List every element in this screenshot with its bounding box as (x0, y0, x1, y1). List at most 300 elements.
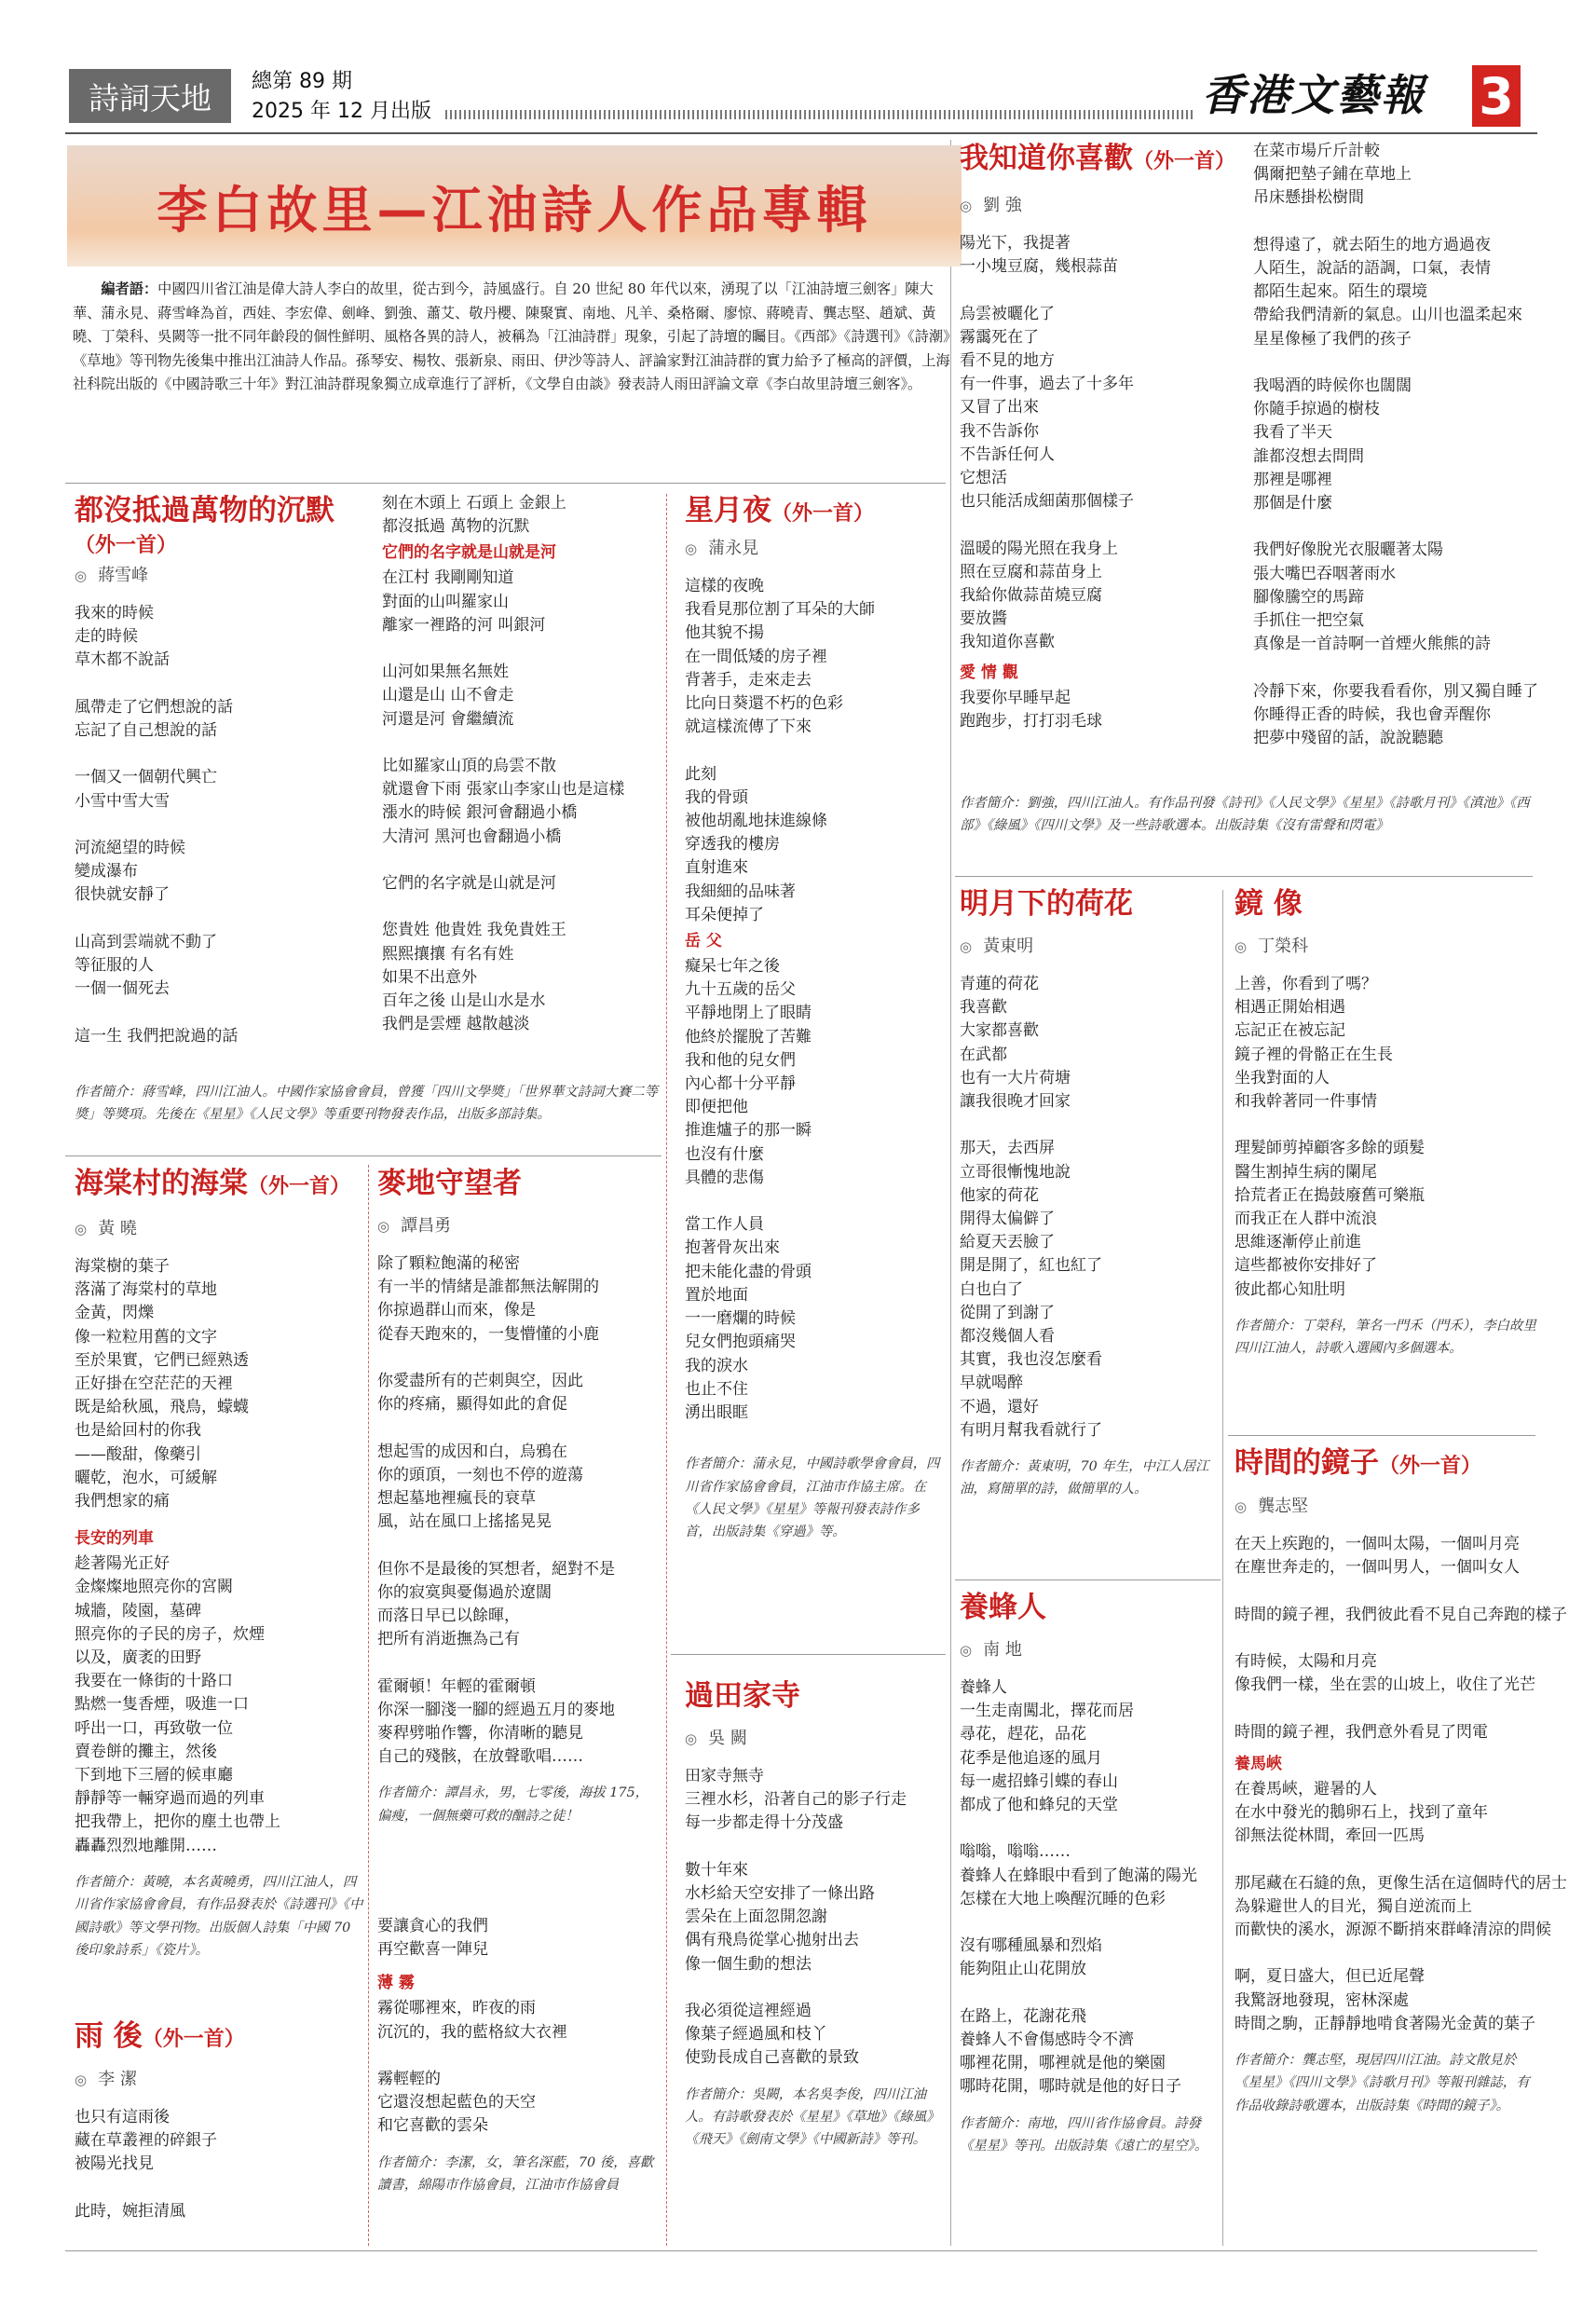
poem-line: 大清河 黑河也會翻過小橋 (382, 827, 562, 846)
poem-title: 明月下的荷花 (960, 887, 1133, 921)
poem-line: 我喜歡 (960, 998, 1007, 1018)
poem-line: 也止不住 (685, 1379, 748, 1399)
poem-line: 你愛盡所有的芒刺與空，因此 (377, 1372, 583, 1391)
issue-info (252, 67, 431, 127)
poem-line (377, 1534, 662, 1557)
poem-line: 山還是山 山不會走 (382, 686, 514, 705)
poem-line: 藏在草叢裡的碎銀子 (75, 2131, 217, 2151)
poem-line (75, 908, 373, 931)
poem-line: 從春天跑來的，一隻懵懂的小鹿 (377, 1324, 599, 1344)
section-rule (671, 1654, 946, 1655)
poem-line: 大家都喜歡 (960, 1021, 1039, 1041)
poem-line: 偶有飛鳥從掌心拋射出去 (685, 1931, 859, 1950)
author-bio: 作者簡介：蔣雪峰，四川江油人。中國作家協會會員，曾獲「四川文學獎」「世界華文詩詞大賽二等獎」等獎項。先後在《星星》《人民文學》等重要刊物發表作品，出版多部詩集。 (75, 1085, 658, 1123)
poem-line: 霧從哪裡來，昨夜的雨 (377, 1999, 536, 2018)
poem-line: 這一生 我們把說過的話 (75, 1026, 239, 1046)
poem-lines (75, 2106, 363, 2223)
poem-line: 一個又一個朝代興亡 (75, 768, 217, 787)
poem-block (960, 1589, 1221, 2246)
poem-lines (960, 687, 1225, 733)
poem-line: 坐我對面的人 (1235, 1068, 1330, 1087)
poem-line: 帶給我們清新的氣息。山川也溫柔起來 (1253, 306, 1522, 325)
poem-line: 星星像極了我們的孩子 (1253, 329, 1412, 349)
poem-line: 此刻 (685, 764, 716, 784)
poem-line: 那天，去西屏 (960, 1139, 1055, 1158)
poem-line: 那尾藏在石縫的魚，更像生活在這個時代的居士 (1235, 1873, 1567, 1893)
poem-author: ◎ 黃東明 (960, 934, 1221, 960)
poem-lines (685, 1765, 946, 2071)
poem-line: 也只有這雨後 (75, 2108, 170, 2126)
poem-line: 點燃一隻香煙，吸進一口 (75, 1695, 249, 1715)
poem-line: 誰都沒想去問問 (1253, 446, 1364, 466)
banner-title: 李白故里—江油詩人作品專輯 (157, 180, 872, 239)
poem-lines (960, 1676, 1221, 2099)
author-bio: 作者簡介：南地，四川省作協會員。詩發《星星》等刊。出版詩集《遠亡的星空》。 (960, 2115, 1208, 2154)
poem-author: ◎ 譚昌勇 (377, 1213, 662, 1239)
poem-line: 把夢中殘留的話，說說聽聽 (1253, 729, 1443, 748)
poem-author: ◎ 丁榮科 (1235, 934, 1537, 960)
poem-title: 我知道你喜歡（外一首） (960, 142, 1236, 175)
poem-line: 我喝酒的時候你也闊闊 (1253, 376, 1412, 396)
poem-line: 使勁長成自己喜歡的景致 (685, 2048, 859, 2068)
poem-line: 兒女們抱頭痛哭 (685, 1333, 796, 1352)
poem-lines (377, 1915, 662, 1962)
poem-title: 養馬峽 (1235, 1754, 1282, 1773)
poem-block (1235, 885, 1537, 1430)
poem-line: 內心都十分平靜 (685, 1074, 796, 1094)
poem-line (960, 1911, 1221, 1935)
poem-line: 你睡得正香的時候，我也會弄醒你 (1253, 704, 1491, 724)
poem-line: 照亮你的子民的房子，炊煙 (75, 1624, 265, 1644)
poem-line: 數十年來 (685, 1860, 748, 1880)
poem-line (1253, 515, 1537, 539)
author-bio: 作者簡介：劉強，四川江油人。有作品刊發《詩刊》《人民文學》《星星》《詩歌月刊》《滇池》《西部》《綠風》《四川文學》及一些詩歌選本。出版詩集《沒有雷聲和閃電》 (960, 796, 1530, 834)
poem-line: 那個是什麼 (1253, 494, 1332, 513)
poem-line: 它還沒想起藍色的天空 (377, 2093, 536, 2113)
poem-line: 哪時花開，哪時就是他的好日子 (960, 2077, 1181, 2097)
poem-line: 腳像騰空的馬蹄 (1253, 587, 1364, 607)
poem-author: ◎ 李 潔 (75, 2067, 363, 2093)
poem-line: 開是開了，紅也紅了 (960, 1256, 1102, 1276)
poem-line (1235, 1848, 1537, 1871)
author-bio: 作者簡介：蒲永見，中國詩歌學會會員，四川省作家協會會員，江油市作協主席。在《人民文學》《星星》等報刊發表詩作多首，出版詩集《穿過》等。 (685, 1456, 940, 1540)
poem-line: 養蜂人 (960, 1678, 1007, 1697)
poem-line: 像一粒粒用舊的文字 (75, 1327, 217, 1347)
poem-line: 每一步都走得十分茂盛 (685, 1813, 843, 1833)
poem-line (75, 814, 373, 837)
poem-line: 為躲避世人的目光，獨自逆流而上 (1235, 1896, 1472, 1916)
poem-line: 想得遠了，就去陌生的地方過過夜 (1253, 235, 1491, 254)
poem-line: 從開了到謝了 (960, 1303, 1055, 1322)
issue-date: 2025 年 12 月出版 (252, 100, 431, 123)
intro-label: 編者語： (101, 280, 158, 297)
poem-line: 又冒了出來 (960, 398, 1039, 417)
poem-line: 你隨手掠過的樹枝 (1253, 400, 1380, 419)
poem-line: 而歡快的溪水，源源不斷捎來群峰清涼的問候 (1235, 1921, 1551, 1940)
poem-line: 風，站在風口上搖搖晃晃 (377, 1512, 552, 1532)
poem-title: 養蜂人 (960, 1591, 1046, 1624)
poem-lines (1235, 1778, 1567, 2036)
poem-line: 也有一大片荷塘 (960, 1068, 1071, 1087)
poem-line: 平靜地閉上了眼睛 (685, 1004, 812, 1023)
poem-line: 小雪中雪大雪 (75, 791, 170, 811)
poem-line: 有時候，太陽和月亮 (1235, 1652, 1377, 1672)
poem-line: 比如羅家山頂的烏雲不散 (382, 757, 556, 776)
poem-line: 讓我很晚才回家 (960, 1092, 1071, 1112)
poem-title: 時間的鏡子（外一首） (1235, 1446, 1482, 1480)
poem-line: 我來的時候 (75, 604, 154, 622)
poem-line: 背著手，走來走去 (685, 670, 812, 690)
poem-line: 霧輕輕的 (377, 2070, 441, 2089)
poem-line (75, 673, 373, 696)
poem-line (960, 279, 1225, 302)
poem-line (1235, 1697, 1537, 1720)
poem-line: 相遇正開始相遇 (1235, 998, 1345, 1018)
poem-line: 下到地下三層的候車廳 (75, 1766, 233, 1785)
poem-lines (960, 232, 1225, 655)
poem-line: 曬乾，泡水，可緩解 (75, 1468, 217, 1487)
page-number: 3 (1472, 65, 1521, 127)
poem-line (1235, 1942, 1537, 1965)
poem-line: 冷靜下來，你要我看看你，別又獨自睡了 (1253, 681, 1538, 701)
poem-line: 比向日葵還不朽的色彩 (685, 694, 843, 714)
poem-line: 一個一個死去 (75, 979, 170, 999)
poem-line (1235, 1114, 1537, 1137)
poem-lines (1235, 973, 1537, 1302)
poem-line: 那裡是哪裡 (1253, 470, 1332, 489)
poem-line: 你的寂寞與憂傷過於遼闊 (377, 1582, 552, 1602)
poem-lines (1253, 140, 1537, 750)
poem-line: 我要在一條街的十路口 (75, 1672, 233, 1691)
editor-intro (73, 278, 958, 397)
poem-line: 時間的鏡子裡，我們彼此看不見自己奔跑的樣子 (1235, 1605, 1567, 1624)
poem-line: 耳朵便掉了 (685, 905, 764, 924)
poem-line: 偶爾把墊子鋪在草地上 (1253, 165, 1412, 185)
poem-line: 被陽光找見 (75, 2154, 154, 2174)
poem-line: 他家的荷花 (960, 1185, 1039, 1205)
poem-line: ——酸甜，像藥引 (75, 1444, 201, 1464)
poem-block (75, 492, 373, 1051)
poem-line: 也是給回村的你我 (75, 1421, 201, 1441)
poem-line: 都陌生起來。陌生的環境 (1253, 282, 1427, 302)
poem-line (960, 1114, 1221, 1137)
poem-line (382, 637, 662, 661)
poem-line: 金燦燦地照亮你的宮闕 (75, 1578, 233, 1597)
poem-author: ◎ 黃 曉 (75, 1216, 363, 1242)
poem-lines (75, 1552, 363, 1858)
poem-line: 山河如果無名無姓 (382, 663, 509, 682)
poem-line: 白也白了 (960, 1279, 1023, 1299)
poem-line: 九十五歲的岳父 (685, 980, 796, 1000)
poem-line: 此時，婉拒清風 (75, 2201, 185, 2221)
poem-line: 在江村 我剛剛知道 (382, 568, 514, 588)
poem-line: 想起墓地裡瘋長的衰草 (377, 1489, 536, 1509)
poem-line: 雲朵在上面忽開忽謝 (685, 1908, 827, 1927)
poem-line: 我們是雲煙 越散越淡 (382, 1015, 530, 1034)
column-divider (950, 140, 951, 2246)
author-bio: 作者簡介：譚昌永，男，七零後，海拔 175，偏瘦，一個無藥可救的酗詩之徒！ (377, 1785, 649, 1824)
poem-line: 熙熙攘攘 有名有姓 (382, 944, 514, 964)
poem-line: 穿透我的樓房 (685, 835, 780, 855)
poem-line: 百年之後 山是山水是水 (382, 991, 546, 1011)
poem-line: 至於果實，它們已經熟透 (75, 1350, 249, 1370)
poem-lines (382, 492, 662, 539)
poem-line: 都沒幾個人看 (960, 1327, 1055, 1347)
poem-line: 置於地面 (685, 1285, 748, 1305)
poem-author: ◎ 吳 闕 (685, 1726, 946, 1752)
poem-line: 在塵世奔走的，一個叫男人，一個叫女人 (1235, 1558, 1520, 1578)
poem-author: ◎ 龔志堅 (1235, 1494, 1537, 1520)
footer-rule (65, 2250, 1537, 2251)
poem-line: 忘記正在被忘記 (1235, 1021, 1345, 1041)
poem-line: 怎樣在大地上喚醒沉睡的色彩 (960, 1889, 1166, 1908)
poem-line: 能夠阻止山花開放 (960, 1960, 1086, 1979)
poem-line: 烏雲被曬化了 (960, 304, 1055, 323)
poem-line: 我細細的品味著 (685, 882, 796, 901)
poem-line: 河流絕望的時候 (75, 839, 185, 858)
poem-line: 山高到雲端就不動了 (75, 932, 217, 951)
poem-line: 想起雪的成因和白，烏鴉在 (377, 1442, 567, 1461)
poem-line: 每一處招蜂引蝶的春山 (960, 1771, 1118, 1791)
poem-line: 把所有消逝撫為己有 (377, 1630, 520, 1649)
poem-line: 真像是一首詩啊一首煙火熊熊的詩 (1253, 635, 1491, 654)
poem-line: 我的淚水 (685, 1356, 748, 1375)
poem-line: 拾荒者正在搗鼓廢舊可樂瓶 (1235, 1185, 1425, 1205)
poem-line: 在養馬峽，避暑的人 (1235, 1779, 1377, 1798)
poem-line: 養蜂人不會傷感時令不濟 (960, 2031, 1134, 2050)
poem-line: 其實，我也沒怎麼看 (960, 1350, 1102, 1370)
poem-line: 湧出眼眶 (685, 1402, 748, 1422)
poem-lines (685, 575, 946, 927)
author-bio: 作者簡介：黃東明，70 年生，中江人居江油，寫簡單的詩，做簡單的人。 (960, 1459, 1209, 1497)
poem-line: 我必須從這裡經過 (685, 2002, 812, 2021)
section-label: 詩詞天地 (69, 69, 231, 123)
poem-line: 城牆，陵園，墓碑 (75, 1601, 201, 1620)
poem-line: 青蓮的荷花 (960, 975, 1039, 993)
poem-line (382, 732, 662, 755)
poem-line: 都沒抵過 萬物的沉默 (382, 517, 530, 537)
poem-line: 走的時候 (75, 627, 138, 647)
poem-line: 你深一腳淺一腳的經過五月的麥地 (377, 1700, 615, 1719)
poem-line: 陽光下，我提著 (960, 234, 1071, 253)
poem-line: 我驚訝地發現，密林深處 (1235, 1990, 1409, 2010)
poem-line (377, 1651, 662, 1675)
header-rule (445, 110, 1195, 119)
poem-line: 一小塊豆腐，幾根蒜苗 (960, 257, 1118, 277)
poem-lines (685, 955, 946, 1425)
poem-line (377, 1416, 662, 1440)
poem-line: 也只能活成細菌那個樣子 (960, 492, 1134, 512)
poem-line: 而我正在人群中流浪 (1235, 1210, 1377, 1229)
poem-line (382, 849, 662, 872)
poem-line: 我不告訴你 (960, 421, 1039, 441)
poem-line: 對面的山叫羅家山 (382, 592, 509, 611)
poem-line: 花季是他追逐的風月 (960, 1748, 1102, 1768)
poem-line: 張大嘴巴吞咽著雨水 (1253, 564, 1396, 583)
poem-line: 趁著陽光正好 (75, 1554, 170, 1574)
poem-line: 如果不出意外 (382, 967, 477, 987)
poem-line (382, 896, 662, 919)
poem-line: 賣卷餅的攤主，然後 (75, 1742, 217, 1761)
poem-title: 鏡 像 (1235, 887, 1303, 921)
poem-title: 長安的列車 (75, 1529, 154, 1549)
poem-line: 海棠樹的葉子 (75, 1257, 170, 1276)
poem-title: 它們的名字就是山就是河 (382, 543, 556, 563)
poem-line: 自己的殘骸，在放聲歌唱…… (377, 1747, 583, 1767)
poem-line (75, 1001, 373, 1024)
poem-line: 一一磨爛的時候 (685, 1309, 796, 1329)
poem-line: 在天上疾跑的，一個叫太陽，一個叫月亮 (1235, 1535, 1520, 1553)
poem-title: 都沒抵過萬物的沉默 (75, 494, 334, 527)
poem-line: 我要你早睡早起 (960, 688, 1071, 707)
poem-block (960, 140, 1236, 783)
poem-title: 薄 霧 (377, 1974, 415, 1993)
poem-lines (75, 602, 373, 1048)
poem-line: 抱著骨灰出來 (685, 1238, 780, 1258)
poem-block (377, 1165, 662, 1892)
poem-line: 有明月幫我看就行了 (960, 1420, 1102, 1440)
poem-line: 你掠過群山而來，像是 (377, 1301, 536, 1320)
poem-line (960, 1982, 1221, 2005)
poem-line: 他終於擺脫了苦難 (685, 1027, 812, 1046)
section-rule (955, 1579, 1221, 1580)
poem-line: 在路上，花謝花飛 (960, 2006, 1086, 2026)
poem-line: 時間的鏡子裡，我們意外看見了閃電 (1235, 1722, 1488, 1742)
poem-line: 照在豆腐和蒜苗身上 (960, 562, 1102, 581)
poem-line: 把我帶上，把你的塵土也帶上 (75, 1812, 280, 1832)
poem-line: 不告訴任何人 (960, 444, 1055, 464)
poem-line: 被他胡亂地抹進線條 (685, 812, 827, 831)
poem-line: 要讓貪心的我們 (377, 1917, 488, 1935)
poem-line: 醫生割掉生病的闌尾 (1235, 1162, 1377, 1182)
poem-line: 離家一裡路的河 叫銀河 (382, 615, 546, 635)
poem-line: 要放醬 (960, 609, 1007, 629)
poem-line: 早就喝醉 (960, 1374, 1023, 1393)
poem-title: 雨 後（外一首） (75, 2019, 245, 2053)
poem-line: 但你不是最後的冥想者，絕對不是 (377, 1559, 615, 1579)
column-divider (666, 494, 667, 2246)
poem-line: 這些都被你安排好了 (1235, 1256, 1377, 1276)
poem-line: 忘記了自己想說的話 (75, 721, 217, 741)
poem-line: 就還會下雨 張家山李家山也是這樣 (382, 780, 625, 800)
author-bio: 作者簡介：李潔，女，筆名深藍，70 後，喜歡讀書，綿陽市作協會員，江油市作協會員 (377, 2154, 654, 2194)
poem-lines (377, 1252, 662, 1769)
poem-line: 推進爐子的那一瞬 (685, 1121, 812, 1141)
section-rule (955, 876, 1533, 877)
poem-lines (960, 973, 1221, 1443)
poem-line: 風帶走了它們想說的話 (75, 697, 233, 717)
poem-lines (1235, 1533, 1567, 1744)
poem-title: 海棠村的海棠（外一首） (75, 1167, 351, 1200)
poem-line: 癡呆七年之後 (685, 957, 780, 977)
poem-line: 即便把他 (685, 1098, 748, 1117)
header-underline (65, 132, 1537, 134)
poem-line (685, 739, 946, 762)
poem-line: 以及，廣袤的田野 (75, 1648, 201, 1668)
poem-title: 過田家寺 (685, 1679, 800, 1713)
poem-line: 它們的名字就是山就是河 (382, 874, 556, 894)
poem-line (685, 1836, 946, 1859)
poem-line: 等征服的人 (75, 956, 154, 976)
poem-line: 漲水的時候 銀河會翻過小橋 (382, 803, 578, 823)
section-rule (65, 483, 946, 484)
poem-line (377, 1347, 662, 1370)
poem-line: 你的頭頂，一刻也不停的遊蕩 (377, 1465, 583, 1484)
poem-line: 我的骨頭 (685, 787, 748, 807)
poem-line: 在一間低矮的房子裡 (685, 647, 827, 666)
banner (67, 145, 962, 267)
poem-line: 有一半的情緒是誰都無法解開的 (377, 1278, 599, 1297)
poem-line: 時間之駒，正靜靜地啃食著陽光金黃的葉子 (1235, 2014, 1535, 2033)
poem-line: 就這樣流傳了下來 (685, 718, 812, 737)
poem-block (1253, 140, 1537, 783)
poem-line (377, 2044, 662, 2068)
poem-line (75, 743, 373, 766)
poem-line: 像我們一樣，坐在雲的山坡上，收住了光芒 (1235, 1675, 1535, 1695)
poem-line: 和它喜歡的雲朵 (377, 2116, 488, 2136)
poem-line: 在武都 (960, 1045, 1007, 1064)
poem-author: ◎ 蔣雪峰 (75, 563, 373, 589)
poem-lines (382, 567, 662, 1036)
poem-line: 立哥很慚愧地說 (960, 1162, 1071, 1182)
poem-line (685, 1976, 946, 2000)
poem-title: 麥地守望者 (377, 1167, 522, 1200)
poem-line: 不過，還好 (960, 1397, 1039, 1416)
poem-line: 河還是河 會繼續流 (382, 709, 514, 729)
poem-line: 他其貌不揚 (685, 623, 764, 643)
poem-line (960, 513, 1225, 537)
poem-block (960, 885, 1221, 1579)
poem-line: 彼此都心知肚明 (1235, 1279, 1345, 1299)
poem-author: ◎ 南 地 (960, 1637, 1221, 1663)
poem-author: ◎ 蒲永見 (685, 536, 946, 562)
poem-line: 吊床懸掛松樹間 (1253, 188, 1364, 208)
poem-line: 思維逐漸停止前進 (1235, 1233, 1361, 1252)
poem-line: 也沒有什麼 (685, 1144, 764, 1164)
column-divider (1222, 890, 1223, 2246)
poem-line: 正好掛在空茫茫的天裡 (75, 1374, 233, 1394)
poem-line: 田家寺無寺 (685, 1767, 764, 1785)
poem-line: 靜靜等一輛穿過而過的列車 (75, 1789, 265, 1809)
poem-line: 直射進來 (685, 858, 748, 878)
poem-line: 像一個生動的想法 (685, 1954, 812, 1974)
poem-line: 三裡水杉，沿著自己的影子行走 (685, 1790, 907, 1810)
poem-line: 手抓住一把空氣 (1253, 611, 1364, 631)
poem-line: 變成瀑布 (75, 862, 138, 882)
poem-block (377, 1915, 662, 2246)
poem-line: 我們好像脫光衣服曬著太陽 (1253, 540, 1443, 560)
poem-line: 沉沉的，我的藍格紋大衣裡 (377, 2022, 567, 2042)
poem-line: 在水中發光的鵝卵石上，找到了童年 (1235, 1803, 1488, 1823)
poem-line: 人陌生，說話的語調，口氣，表情 (1253, 259, 1491, 279)
poem-title: 星月夜（外一首） (685, 494, 875, 527)
poem-block (75, 2017, 363, 2246)
poem-line: 這樣的夜晚 (685, 577, 764, 595)
poem-line: 除了顆粒飽滿的秘密 (377, 1254, 520, 1273)
poem-line: 我知道你喜歡 (960, 633, 1055, 652)
poem-line (1253, 351, 1537, 375)
poem-subtitle: （外一首） (75, 533, 178, 557)
poem-title: 岳 父 (685, 932, 722, 951)
poem-line (1235, 1579, 1537, 1603)
poem-block (1235, 1444, 1567, 2246)
poem-line: 具體的悲傷 (685, 1168, 764, 1187)
poem-line: 麥稈劈啪作響，你清晰的聽見 (377, 1724, 583, 1744)
poem-line: 您貴姓 他貴姓 我免貴姓王 (382, 921, 566, 940)
author-bio: 作者簡介：丁榮科，筆名一門禾（門禾），李白故里四川江油人，詩歌入選國內多個選本。 (1235, 1318, 1536, 1357)
poem-line: 卻無法從林間，牽回一匹馬 (1235, 1826, 1425, 1846)
poem-line: 呼出一口，再致敬一位 (75, 1718, 233, 1738)
